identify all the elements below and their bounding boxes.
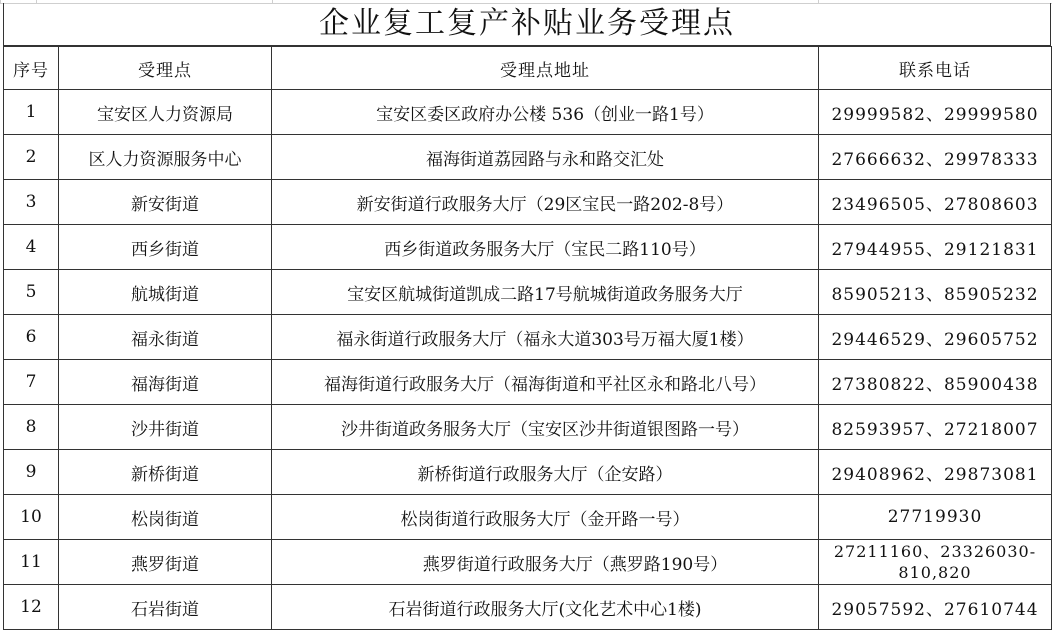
table-title[interactable]: 企业复工复产补贴业务受理点 — [3, 3, 1051, 46]
address-cell[interactable]: 松岗街道行政服务大厅（金开路一号） — [272, 495, 819, 540]
office-cell[interactable]: 石岩街道 — [59, 585, 272, 630]
seq-cell[interactable]: 1 — [4, 90, 59, 135]
address-cell[interactable]: 燕罗街道行政服务大厅（燕罗路190号） — [272, 540, 819, 585]
address-cell[interactable]: 福永街道行政服务大厅（福永大道303号万福大厦1楼） — [272, 315, 819, 360]
table-row — [4, 450, 1052, 495]
header-phone[interactable]: 联系电话 — [819, 47, 1052, 90]
address-cell[interactable]: 石岩街道行政服务大厅(文化艺术中心1楼) — [272, 585, 819, 630]
phone-cell[interactable]: 29408962、29873081 — [819, 450, 1052, 495]
seq-cell[interactable]: 7 — [4, 360, 59, 405]
table-row — [4, 405, 1052, 450]
office-table — [3, 46, 1052, 630]
phone-cell[interactable]: 27944955、29121831 — [819, 225, 1052, 270]
phone-cell[interactable]: 27719930 — [819, 495, 1052, 540]
address-cell[interactable]: 福海街道行政服务大厅（福海街道和平社区永和路北八号） — [272, 360, 819, 405]
table-row — [4, 540, 1052, 585]
table-row — [4, 495, 1052, 540]
phone-cell[interactable]: 27666632、29978333 — [819, 135, 1052, 180]
address-cell[interactable]: 新桥街道行政服务大厅（企安路） — [272, 450, 819, 495]
seq-cell[interactable]: 2 — [4, 135, 59, 180]
office-cell[interactable]: 燕罗街道 — [59, 540, 272, 585]
table-row — [4, 270, 1052, 315]
header-seq[interactable]: 序号 — [4, 47, 59, 90]
phone-cell[interactable]: 29446529、29605752 — [819, 315, 1052, 360]
address-cell[interactable]: 宝安区航城街道凯成二路17号航城街道政务服务大厅 — [272, 270, 819, 315]
office-cell[interactable]: 福永街道 — [59, 315, 272, 360]
phone-cell[interactable]: 27211160、23326030-810,820 — [819, 540, 1052, 585]
address-cell[interactable]: 西乡街道政务服务大厅（宝民二路110号） — [272, 225, 819, 270]
table-row — [4, 135, 1052, 180]
address-cell[interactable]: 沙井街道政务服务大厅（宝安区沙井街道银图路一号） — [272, 405, 819, 450]
table-row — [4, 585, 1052, 630]
table-row — [4, 360, 1052, 405]
table-row — [4, 90, 1052, 135]
address-cell[interactable]: 新安街道行政服务大厅（29区宝民一路202-8号） — [272, 180, 819, 225]
phone-cell[interactable]: 23496505、27808603 — [819, 180, 1052, 225]
seq-cell[interactable]: 5 — [4, 270, 59, 315]
seq-cell[interactable]: 10 — [4, 495, 59, 540]
office-cell[interactable]: 西乡街道 — [59, 225, 272, 270]
phone-cell[interactable]: 29057592、27610744 — [819, 585, 1052, 630]
address-cell[interactable]: 福海街道荔园路与永和路交汇处 — [272, 135, 819, 180]
office-cell[interactable]: 新桥街道 — [59, 450, 272, 495]
office-cell[interactable]: 区人力资源服务中心 — [59, 135, 272, 180]
table-row — [4, 180, 1052, 225]
seq-cell[interactable]: 6 — [4, 315, 59, 360]
seq-cell[interactable]: 11 — [4, 540, 59, 585]
office-cell[interactable]: 松岗街道 — [59, 495, 272, 540]
sheet — [3, 3, 1051, 630]
header-row — [4, 47, 1052, 90]
phone-cell[interactable]: 29999582、29999580 — [819, 90, 1052, 135]
seq-cell[interactable]: 4 — [4, 225, 59, 270]
header-address[interactable]: 受理点地址 — [272, 47, 819, 90]
header-office[interactable]: 受理点 — [59, 47, 272, 90]
phone-cell[interactable]: 85905213、85905232 — [819, 270, 1052, 315]
office-cell[interactable]: 新安街道 — [59, 180, 272, 225]
office-cell[interactable]: 宝安区人力资源局 — [59, 90, 272, 135]
office-cell[interactable]: 福海街道 — [59, 360, 272, 405]
seq-cell[interactable]: 12 — [4, 585, 59, 630]
table-row — [4, 315, 1052, 360]
table-row — [4, 225, 1052, 270]
address-cell[interactable]: 宝安区委区政府办公楼 536（创业一路1号） — [272, 90, 819, 135]
seq-cell[interactable]: 3 — [4, 180, 59, 225]
seq-cell[interactable]: 8 — [4, 405, 59, 450]
office-cell[interactable]: 航城街道 — [59, 270, 272, 315]
seq-cell[interactable]: 9 — [4, 450, 59, 495]
phone-cell[interactable]: 82593957、27218007 — [819, 405, 1052, 450]
office-cell[interactable]: 沙井街道 — [59, 405, 272, 450]
phone-cell[interactable]: 27380822、85900438 — [819, 360, 1052, 405]
